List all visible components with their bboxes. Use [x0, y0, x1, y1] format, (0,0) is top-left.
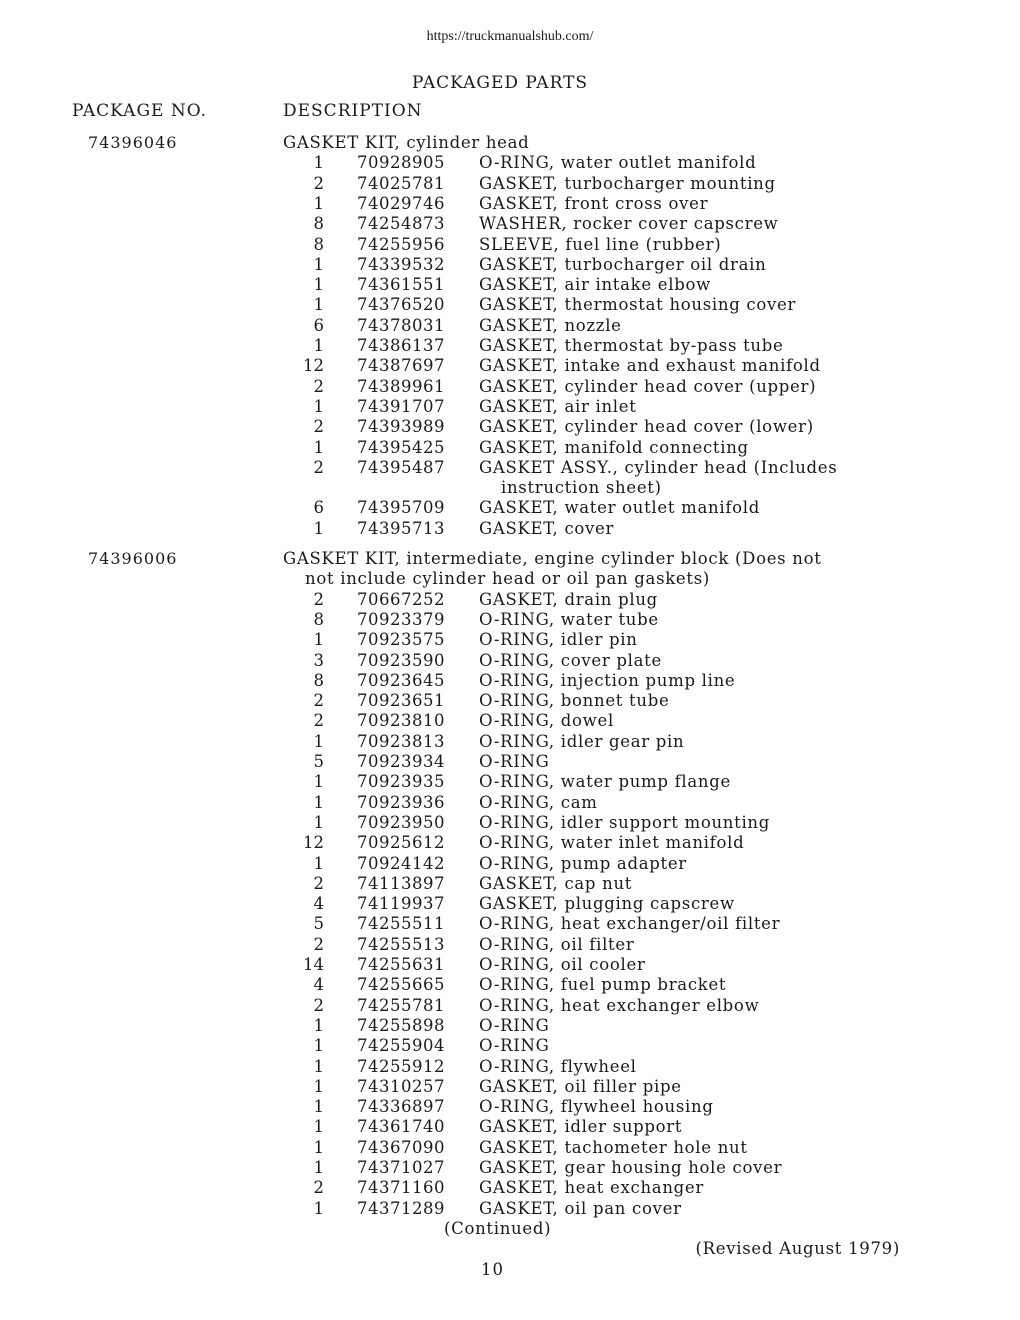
- page-number: 10: [481, 1260, 504, 1279]
- part-quantity: 1: [313, 853, 324, 873]
- part-quantity: 12: [303, 356, 324, 376]
- part-description: WASHER, rocker cover capscrew: [479, 214, 779, 234]
- part-quantity: 1: [313, 193, 324, 213]
- part-description: GASKET, air intake elbow: [479, 275, 711, 295]
- part-description: O-RING, flywheel housing: [479, 1097, 714, 1117]
- part-description: GASKET, turbocharger mounting: [479, 173, 776, 193]
- part-quantity: 1: [313, 275, 324, 295]
- part-quantity: 1: [313, 295, 324, 315]
- part-number: 74371027: [357, 1158, 445, 1177]
- part-description: GASKET, gear housing hole cover: [479, 1158, 783, 1177]
- part-quantity: 2: [313, 691, 324, 711]
- part-number: 70923379: [357, 609, 445, 629]
- part-quantity: 1: [313, 1137, 324, 1157]
- part-number: 74376520: [357, 295, 445, 315]
- part-description: GASKET, nozzle: [479, 315, 622, 335]
- part-description: O-RING, oil cooler: [479, 955, 646, 974]
- part-quantity: 1: [313, 812, 324, 832]
- part-description: O-RING, water tube: [479, 609, 659, 629]
- part-quantity: 2: [313, 417, 324, 437]
- part-description: O-RING, flywheel: [479, 1056, 637, 1076]
- part-number: 74339532: [357, 254, 445, 274]
- part-number: 74310257: [357, 1076, 445, 1096]
- part-number: 70928905: [357, 153, 445, 173]
- part-number: 74254873: [357, 214, 445, 234]
- part-number: 74255956: [357, 234, 445, 254]
- part-description: O-RING, oil filter: [479, 934, 635, 954]
- part-number: 70923936: [357, 792, 445, 812]
- part-number: 74386137: [357, 336, 445, 355]
- part-quantity: 2: [313, 711, 324, 731]
- part-quantity: 2: [313, 1178, 324, 1198]
- part-number: 70923590: [357, 650, 445, 670]
- part-number: 74361551: [357, 275, 445, 295]
- part-quantity: 1: [313, 254, 324, 274]
- part-number: 74395487: [357, 457, 445, 477]
- part-number: 70667252: [357, 589, 445, 609]
- part-description: GASKET, thermostat housing cover: [479, 295, 797, 315]
- part-description: GASKET, turbocharger oil drain: [479, 254, 767, 274]
- part-description: O-RING, idler support mounting: [479, 812, 771, 832]
- part-description: O-RING, fuel pump bracket: [479, 975, 727, 995]
- part-description: GASKET, air inlet: [479, 396, 637, 416]
- part-description: O-RING: [479, 752, 550, 771]
- part-number: 70925612: [357, 833, 445, 853]
- part-quantity: 2: [313, 995, 324, 1015]
- part-description: GASKET, cover: [479, 518, 615, 538]
- part-description: O-RING, water pump flange: [479, 772, 731, 792]
- part-quantity: 2: [313, 589, 324, 609]
- part-number: 74029746: [357, 193, 445, 213]
- part-description: O-RING, water outlet manifold: [479, 153, 757, 173]
- package-number: 74396046: [88, 133, 178, 152]
- part-quantity: 1: [313, 792, 324, 812]
- package-no-header: PACKAGE NO.: [72, 101, 208, 121]
- part-number: 70923575: [357, 630, 445, 650]
- part-description: GASKET, drain plug: [479, 589, 658, 609]
- part-description: GASKET, heat exchanger: [479, 1178, 704, 1198]
- part-number: 74025781: [357, 173, 445, 193]
- part-quantity: 1: [313, 1198, 324, 1218]
- part-quantity: 12: [303, 833, 324, 853]
- part-quantity: 6: [313, 315, 324, 335]
- part-number: 74255898: [357, 1015, 445, 1035]
- part-number: 74371160: [357, 1178, 445, 1198]
- part-number: 74255781: [357, 995, 445, 1015]
- part-number: 74119937: [357, 894, 445, 914]
- part-quantity: 8: [313, 670, 324, 690]
- part-number: 70923645: [357, 670, 445, 690]
- part-number: 74395713: [357, 518, 445, 538]
- part-quantity: 5: [313, 914, 324, 934]
- part-description: O-RING, heat exchanger/oil filter: [479, 914, 781, 934]
- part-description: O-RING, idler pin: [479, 630, 638, 650]
- part-quantity: 1: [313, 1117, 324, 1137]
- part-quantity: 1: [313, 396, 324, 416]
- part-number: 74113897: [357, 873, 445, 893]
- part-description: O-RING, pump adapter: [479, 853, 687, 873]
- part-number: 74389961: [357, 376, 445, 396]
- part-quantity: 6: [313, 498, 324, 518]
- part-number: 74395425: [357, 437, 445, 457]
- part-quantity: 4: [313, 894, 324, 914]
- part-quantity: 8: [313, 609, 324, 629]
- part-quantity: 2: [313, 376, 324, 396]
- revision-note: (Revised August 1979): [695, 1239, 900, 1258]
- part-description: GASKET, cap nut: [479, 873, 633, 893]
- part-quantity: 1: [313, 1036, 324, 1056]
- part-description: O-RING, bonnet tube: [479, 691, 670, 711]
- part-quantity: 1: [313, 630, 324, 650]
- part-description: O-RING, dowel: [479, 711, 614, 731]
- part-description: GASKET, plugging capscrew: [479, 894, 735, 914]
- part-quantity: 8: [313, 234, 324, 254]
- part-description: O-RING, idler gear pin: [479, 731, 685, 751]
- continued-note: (Continued): [444, 1219, 552, 1238]
- part-description: GASKET, front cross over: [479, 193, 709, 213]
- part-number: 74387697: [357, 356, 445, 376]
- part-quantity: 1: [313, 336, 324, 355]
- part-number: 74395709: [357, 498, 445, 518]
- part-quantity: 14: [303, 955, 324, 974]
- part-description: GASKET, tachometer hole nut: [479, 1137, 748, 1157]
- part-number: 70924142: [357, 853, 445, 873]
- part-description: GASKET, oil pan cover: [479, 1198, 682, 1218]
- part-number: 74255513: [357, 934, 445, 954]
- part-description: GASKET, idler support: [479, 1117, 683, 1137]
- part-description: O-RING, injection pump line: [479, 670, 736, 690]
- part-quantity: 1: [313, 1097, 324, 1117]
- part-quantity: 2: [313, 934, 324, 954]
- part-description: GASKET, thermostat by-pass tube: [479, 336, 784, 355]
- part-quantity: 5: [313, 752, 324, 771]
- part-description: GASKET, intake and exhaust manifold: [479, 356, 821, 376]
- part-description: GASKET ASSY., cylinder head (Includes: [479, 457, 838, 477]
- kit-title: GASKET KIT, intermediate, engine cylinder block (Does not: [283, 549, 822, 568]
- part-number: 70923810: [357, 711, 445, 731]
- part-number: 70923950: [357, 812, 445, 832]
- part-quantity: 4: [313, 975, 324, 995]
- part-number: 70923935: [357, 772, 445, 792]
- part-number: 74391707: [357, 396, 445, 416]
- part-description: GASKET, manifold connecting: [479, 437, 749, 457]
- part-description: O-RING, heat exchanger elbow: [479, 995, 760, 1015]
- part-quantity: 2: [313, 457, 324, 477]
- part-quantity: 2: [313, 173, 324, 193]
- kit-title: GASKET KIT, cylinder head: [283, 133, 530, 152]
- part-number: 70923813: [357, 731, 445, 751]
- part-quantity: 2: [313, 873, 324, 893]
- part-description: O-RING, water inlet manifold: [479, 833, 745, 853]
- part-number: 74255665: [357, 975, 445, 995]
- part-quantity: 3: [313, 650, 324, 670]
- part-number: 74336897: [357, 1097, 445, 1117]
- part-description: O-RING: [479, 1036, 550, 1056]
- part-number: 74361740: [357, 1117, 445, 1137]
- part-number: 74393989: [357, 417, 445, 437]
- part-number: 74378031: [357, 315, 445, 335]
- part-description: GASKET, cylinder head cover (lower): [479, 417, 814, 437]
- part-quantity: 1: [313, 1158, 324, 1177]
- part-number: 70923651: [357, 691, 445, 711]
- part-quantity: 1: [313, 772, 324, 792]
- part-description: O-RING, cam: [479, 792, 598, 812]
- part-description: GASKET, cylinder head cover (upper): [479, 376, 817, 396]
- part-number: 74255912: [357, 1056, 445, 1076]
- part-quantity: 1: [313, 153, 324, 173]
- part-description-continued: instruction sheet): [501, 478, 662, 498]
- part-number: 74255631: [357, 955, 445, 974]
- part-number: 74371289: [357, 1198, 445, 1218]
- part-description: GASKET, water outlet manifold: [479, 498, 761, 518]
- part-quantity: 1: [313, 518, 324, 538]
- package-number: 74396006: [88, 549, 178, 568]
- part-number: 74367090: [357, 1137, 445, 1157]
- description-header: DESCRIPTION: [283, 101, 423, 121]
- part-description: GASKET, oil filler pipe: [479, 1076, 682, 1096]
- source-url: https://truckmanualshub.com/: [426, 29, 594, 44]
- part-quantity: 1: [313, 1015, 324, 1035]
- part-number: 70923934: [357, 752, 445, 771]
- part-number: 74255511: [357, 914, 445, 934]
- part-description: SLEEVE, fuel line (rubber): [479, 234, 722, 254]
- part-quantity: 8: [313, 214, 324, 234]
- part-quantity: 1: [313, 1076, 324, 1096]
- kit-title-continued: not include cylinder head or oil pan gaskets): [305, 569, 711, 589]
- part-quantity: 1: [313, 437, 324, 457]
- part-description: O-RING: [479, 1015, 550, 1035]
- part-description: O-RING, cover plate: [479, 650, 662, 670]
- page-title: PACKAGED PARTS: [411, 73, 589, 93]
- part-number: 74255904: [357, 1036, 445, 1056]
- part-quantity: 1: [313, 731, 324, 751]
- part-quantity: 1: [313, 1056, 324, 1076]
